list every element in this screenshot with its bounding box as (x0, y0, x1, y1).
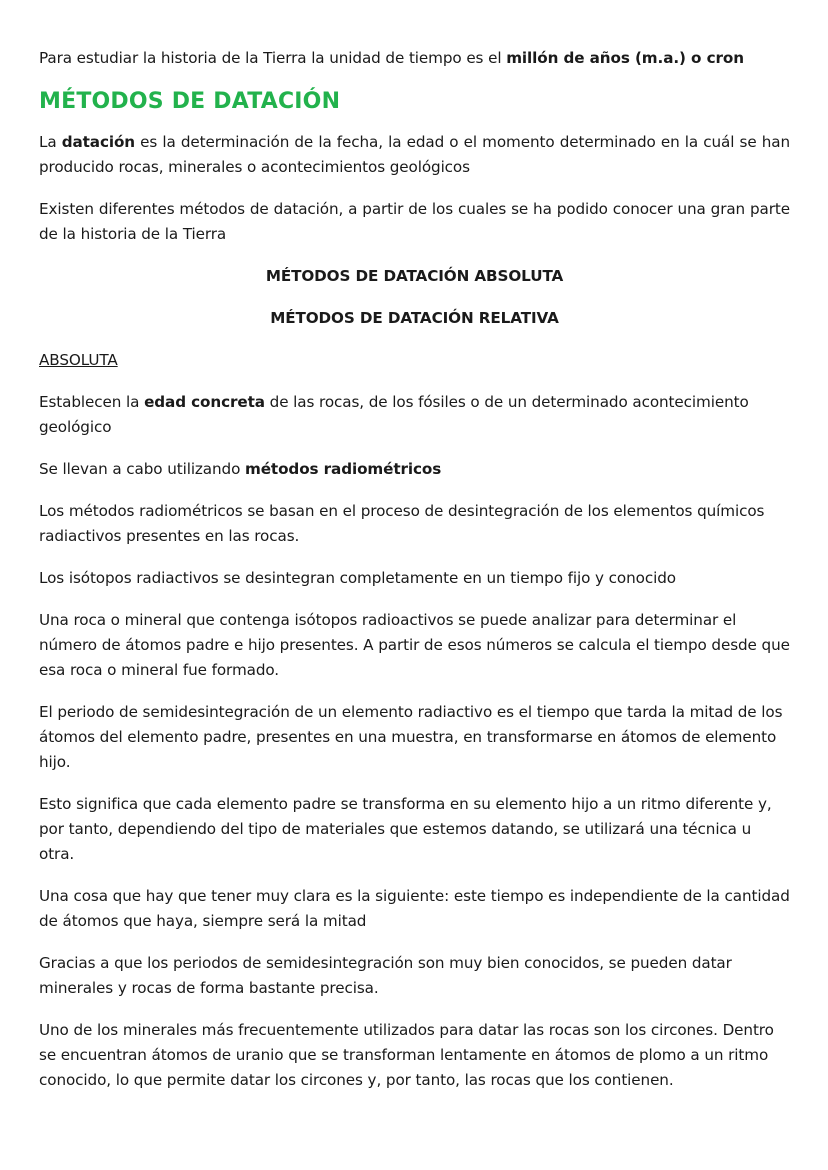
establecen-bold: edad concreta (144, 393, 265, 411)
absoluta-subheading: ABSOLUTA (39, 351, 118, 369)
definition-text: es la determinación de la fecha, la edad o el momento determinado en la cuál se han producido rocas, minerales o acontecimientos geológicos (39, 133, 790, 176)
body-paragraph: Los métodos radiométricos se basan en el proceso de desintegración de los elementos químicos radiactivos presentes en las rocas. (39, 502, 765, 545)
intro-paragraph (39, 46, 790, 71)
intro-text: Para estudiar la historia de la Tierra la unidad de tiempo es el (39, 49, 507, 67)
radiometricos-paragraph (39, 457, 790, 482)
radiometricos-bold: métodos radiométricos (245, 460, 442, 478)
intro-bold-text: millón de años (m.a.) o cron (506, 49, 744, 67)
definition-prefix: La (39, 133, 62, 151)
definition-term: datación (61, 133, 136, 151)
definition-paragraph (39, 130, 790, 180)
body-paragraph: Una cosa que hay que tener muy clara es la siguiente: este tiempo es independiente de la cantidad de átomos que haya, siempre será la mitad (39, 887, 790, 930)
existen-paragraph: Existen diferentes métodos de datación, a partir de los cuales se ha podido conocer una gran parte de la historia de la Tierra (39, 200, 790, 243)
body-paragraph: Gracias a que los periodos de semidesintegración son muy bien conocidos, se pueden datar minerales y rocas de forma bastante precisa. (39, 954, 732, 997)
radiometricos-prefix: Se llevan a cabo utilizando (39, 460, 245, 478)
document-page (39, 46, 790, 1110)
body-paragraph: Uno de los minerales más frecuentemente utilizados para datar las rocas son los circones. Dentro se encuentran átomos de uranio que se transforman lentamente en átomos de plomo a un ritmo conocido, lo que permite datar los circones y, por tanto, las rocas que los contienen. (39, 1021, 774, 1089)
body-paragraph: Una roca o mineral que contenga isótopos radioactivos se puede analizar para determinar el número de átomos padre e hijo presentes. A partir de esos números se calcula el tiempo desde que esa roca o mineral fue formado. (39, 611, 790, 679)
establecen-text: de las rocas, de los fósiles o de un determinado acontecimiento geológico (39, 393, 749, 436)
body-paragraph: Esto significa que cada elemento padre se transforma en su elemento hijo a un ritmo diferente y, por tanto, dependiendo del tipo de materiales que estemos datando, se utilizará una técnica u otra. (39, 795, 772, 863)
section-heading: MÉTODOS DE DATACIÓN (39, 89, 341, 114)
body-paragraph: El periodo de semidesintegración de un elemento radiactivo es el tiempo que tarda la mitad de los átomos del elemento padre, presentes en una muestra, en transformarse en átomos de elemento hijo. (39, 703, 783, 771)
establecen-paragraph (39, 390, 790, 440)
body-paragraph: Los isótopos radiactivos se desintegran completamente en un tiempo fijo y conocido (39, 569, 676, 587)
establecen-prefix: Establecen la (39, 393, 145, 411)
absolute-methods-title: MÉTODOS DE DATACIÓN ABSOLUTA (265, 267, 564, 285)
relative-methods-title: MÉTODOS DE DATACIÓN RELATIVA (270, 309, 559, 327)
